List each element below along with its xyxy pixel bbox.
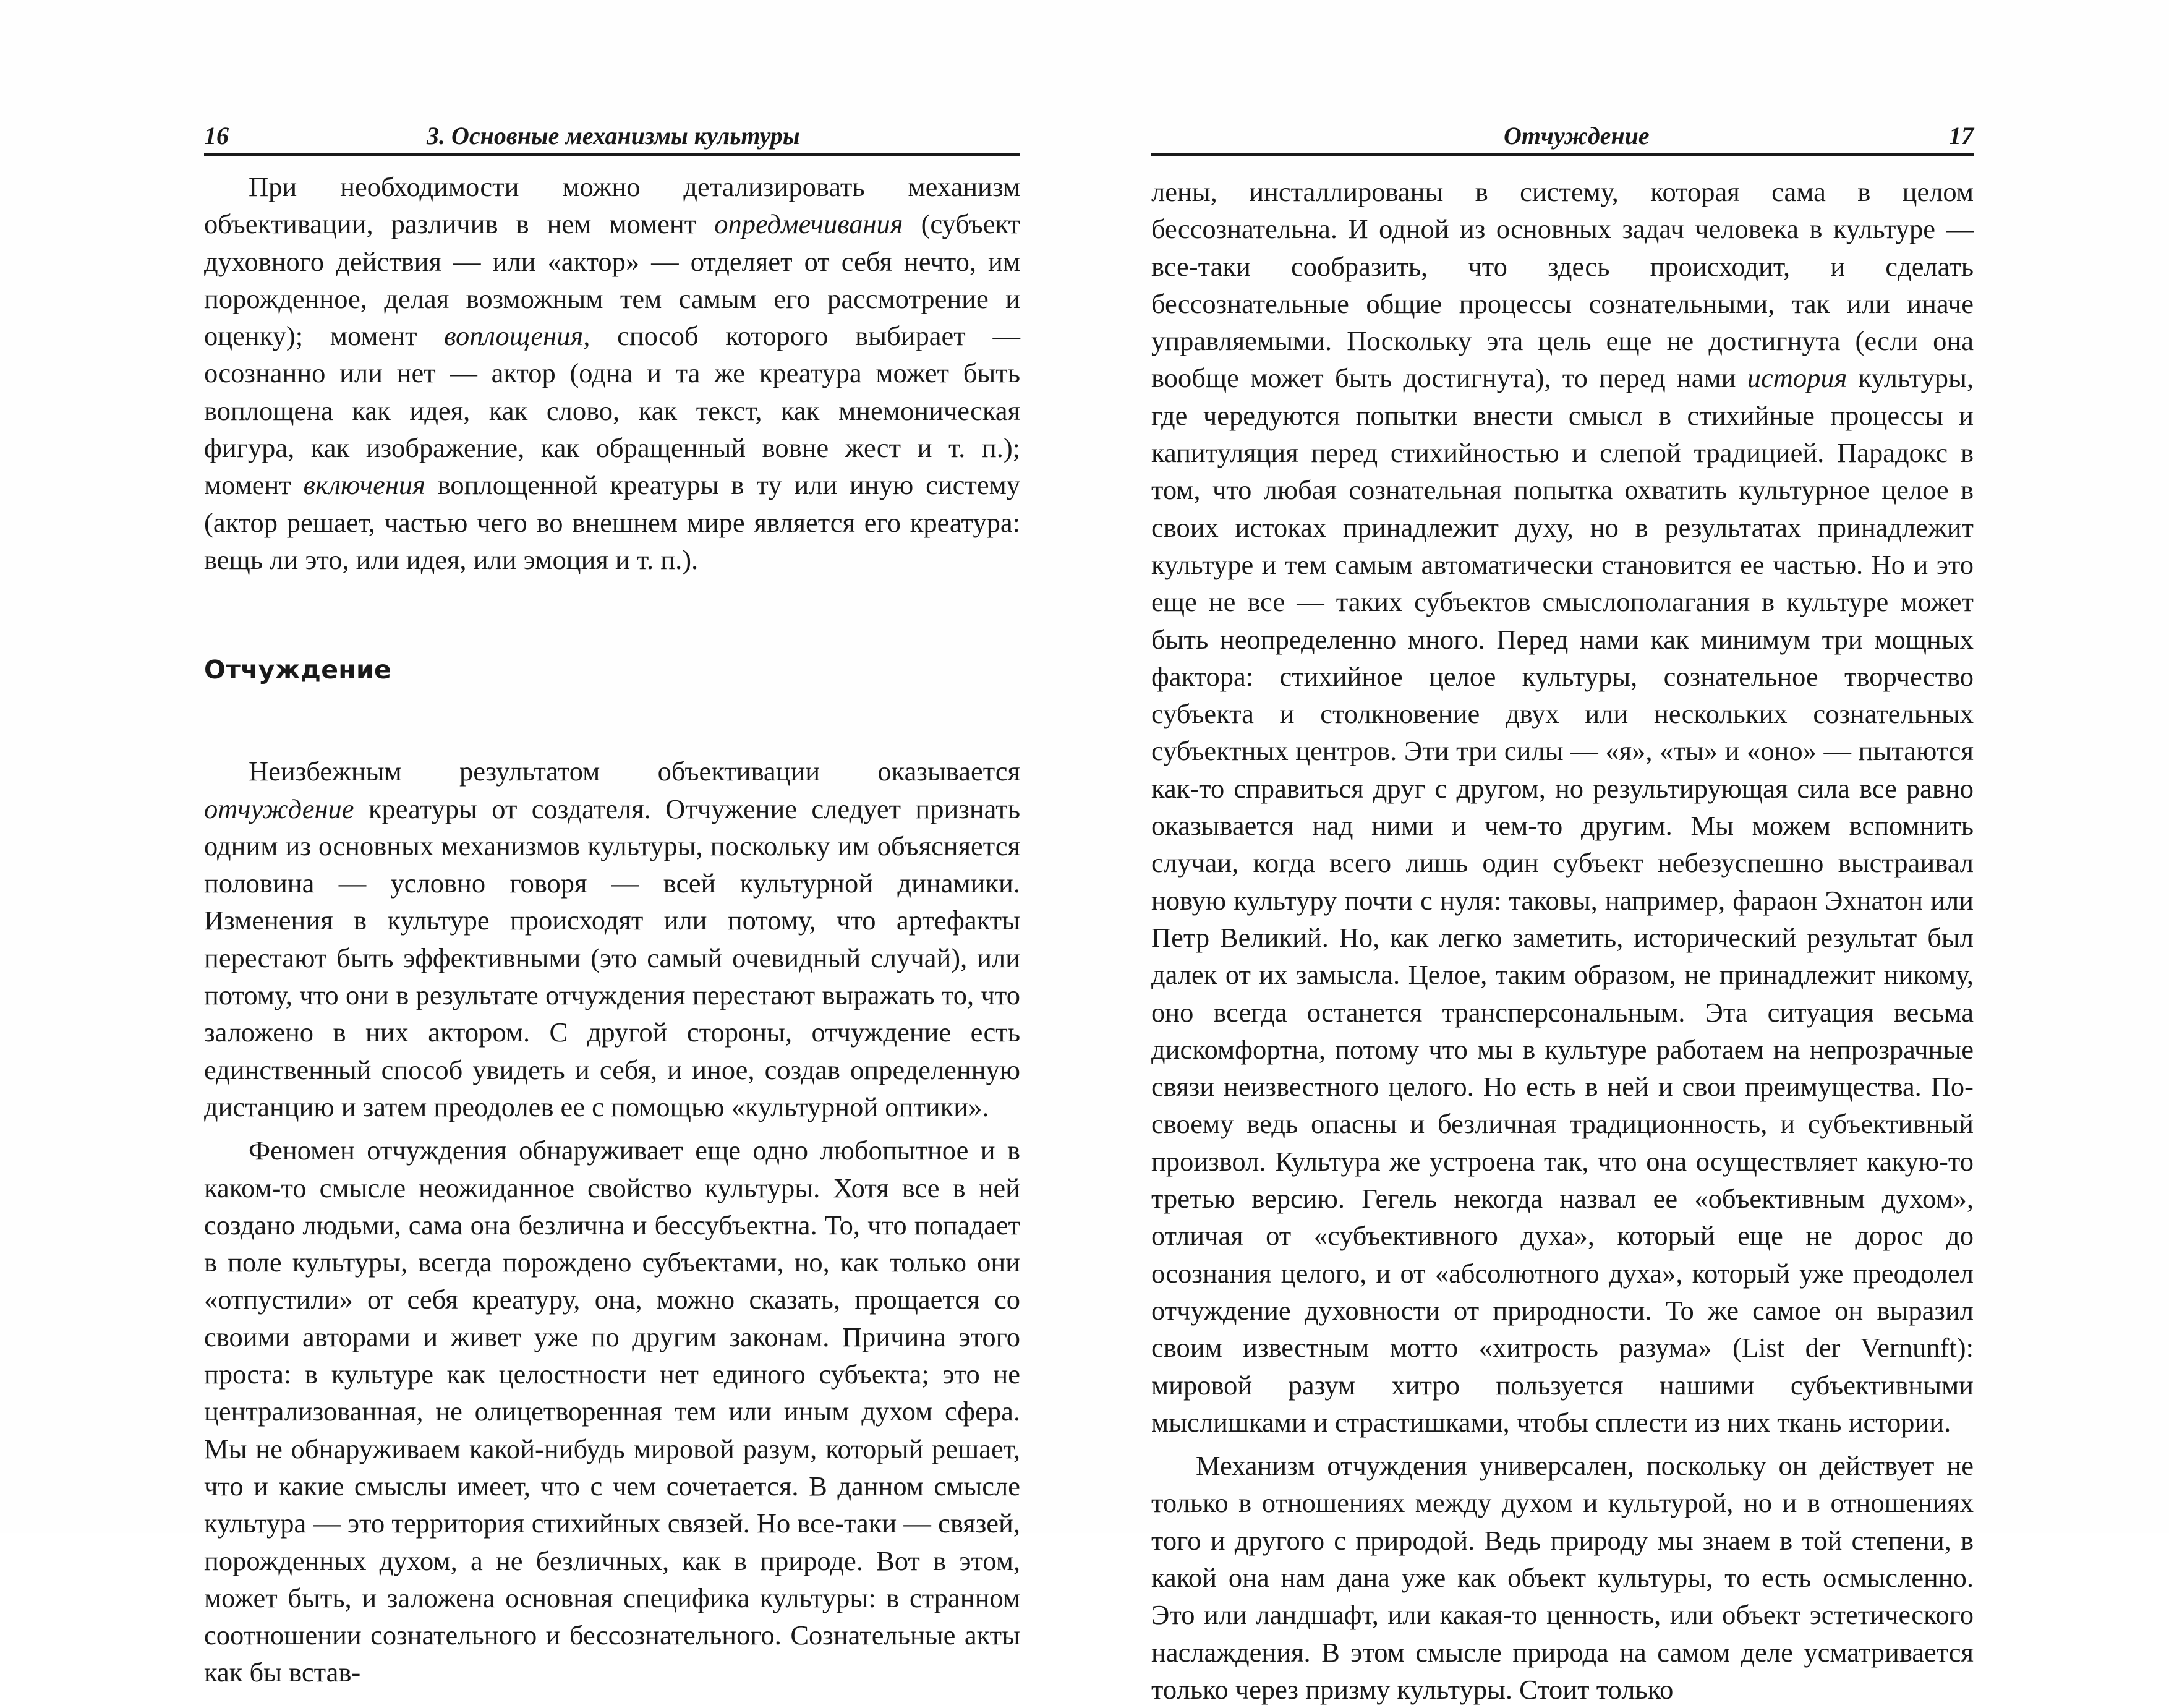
italic-term: опредмечивания	[714, 208, 903, 240]
text-run: Неизбежным результатом объективации оказывается	[249, 756, 1020, 787]
left-paragraph-1	[204, 168, 1020, 578]
right-page	[1151, 0, 1974, 1705]
text-run: воплощенной креатуры в ту или иную систему (актор решает, частью чего во внешнем мире является его креатура: вещь ли это, или идея, или эмоция и т. п.).	[204, 469, 1020, 575]
left-running-head	[204, 119, 1020, 156]
text-run: При необходимости можно детализировать механизм объективации, различив в нем момент	[204, 171, 1020, 240]
section-heading: Отчуждение	[204, 655, 392, 685]
right-running-title: Отчуждение	[1504, 122, 1650, 150]
text-run: креатуры от создателя. Отчужение следует признать одним из основных механизмов культуры, поскольку им объясняется половина — условно говоря — всей культурной динамики. Изменения в культуре происходят или потому, что артефакты перестают быть эффективными (это самый очевидный случай), или потому, что они в результате отчуждения перестают выражать то, что заложено в них актором. С другой стороны, отчуждение есть единственный способ увидеть и себя, и иное, создав определенную дистанцию и затем преодолев ее с помощью «культурной оптики».	[204, 793, 1020, 1122]
right-body-text	[1151, 173, 1974, 1708]
right-paragraph-2: Механизм отчуждения универсален, поскольку он действует не только в отношениях между духом и культурой, но и в отношениях того и другого с природой. Ведь природу мы знаем в той степени, в какой она нам дана уже как объект культуры, то есть осмысленно. Это или ландшафт, или какая-то ценность, или объект эстетического наслаждения. В этом смысле природа на самом деле усматривается только через призму культуры. Стоит только	[1151, 1450, 1974, 1705]
italic-term: история	[1747, 362, 1847, 394]
text-run: (субъект духовного действия — или «актор» — отделяет от себя нечто, им порожденное, делая возможным тем самым его рассмотрение и оценку); момент	[204, 208, 1020, 352]
left-running-title: 3. Основные механизмы культуры	[427, 122, 800, 150]
right-paragraph-1	[1151, 173, 1974, 1441]
italic-term: отчуждение	[204, 793, 354, 824]
left-body-text	[204, 168, 1020, 1691]
left-paragraph-2	[204, 753, 1020, 1125]
right-page-number: 17	[1949, 122, 1974, 150]
left-page	[204, 0, 1020, 1688]
text-run: лены, инсталлированы в систему, которая сама в целом бессознательна. И одной из основных задач человека в культуре — все-таки сообразить, что здесь происходит, и сделать бессознательные общие процессы сознательными, так или иначе управляемыми. Поскольку эта цель еще не достигнута (если она вообще может быть достигнута), то перед нами	[1151, 176, 1974, 394]
italic-term: включения	[303, 469, 425, 501]
right-running-head	[1151, 119, 1974, 156]
text-run: , способ которого выбирает — осознанно или нет — актор (одна и та же креатура может быть воплощена как идея, как слово, как текст, как мнемоническая фигура, как изображение, как обращенный вовне жест и т. п.); момент	[204, 320, 1020, 501]
left-page-number: 16	[204, 122, 229, 150]
text-run: культуры, где чередуются попытки внести смысл в стихийные процессы и капитуляция перед стихийностью и слепой традицией. Парадокс в том, что любая сознательная попытка охватить культурное целое в своих истоках принадлежит духу, но в результатах принадлежит культуре и тем самым автоматически становится ее частью. Но и это еще не все — таких субъектов смыслополагания в культуре может быть неопределенно много. Перед нами как минимум три мощных фактора: стихийное целое культуры, сознательное творчество субъекта и столкновение двух или нескольких сознательных субъектных центров. Эти три силы — «я», «ты» и «оно» — пытаются как-то справиться друг с другом, но результирующая сила все равно оказывается над ними и чем-то другим. Мы можем вспомнить случаи, когда всего лишь один субъект небезуспешно выстраивал новую культуру почти с нуля: таковы, например, фараон Эхнатон или Петр Великий. Но, как легко заметить, исторический результат был далек от их замысла. Целое, таким образом, не принадлежит никому, оно всегда останется трансперсональным. Эта ситуация весьма дискомфортна, потому что мы в культуре работаем на непрозрачные связи неизвестного целого. Но есть в ней и свои преимущества. По-своему ведь опасны и безличная традиционность, и субъективный произвол. Культура же устроена так, что она осуществляет какую-то третью версию. Гегель некогда назвал ее «объективным духом», отличая от «субъективного духа», который еще не дорос до осознания целого, и от «абсолютного духа», который уже преодолел отчуждение духовности от природности. То же самое он выразил своим известным мотто «хитрость разума» (List der Vernunft): мировой разум хитро пользуется нашими субъективными мыслишками и страстишками, чтобы сплести из них ткань истории.	[1151, 362, 1974, 1438]
italic-term: воплощения	[444, 320, 584, 352]
left-paragraph-3: Феномен отчуждения обнаруживает еще одно любопытное и в каком-то смысле неожиданное свойство культуры. Хотя все в ней создано людьми, сама она безлична и бессубъектна. То, что попадает в поле культуры, всегда порождено субъектами, но, как только они «отпустили» от себя креатуру, она, можно сказать, прощается со своими авторами и живет уже по другим законам. Причина этого проста: в культуре как целостности нет единого субъекта; это не централизованная, не олицетворенная тем или иным духом сфера. Мы не обнаруживаем какой-нибудь мировой разум, который решает, что и какие смыслы имеет, что с чем сочетается. В данном смысле культура — это территория стихийных связей. Но все-таки — связей, порожденных духом, а не безличных, как в природе. Вот в этом, может быть, и заложена основная специфика культуры: в странном соотношении сознательного и бессознательного. Сознательные акты как бы встав-	[204, 1135, 1020, 1688]
